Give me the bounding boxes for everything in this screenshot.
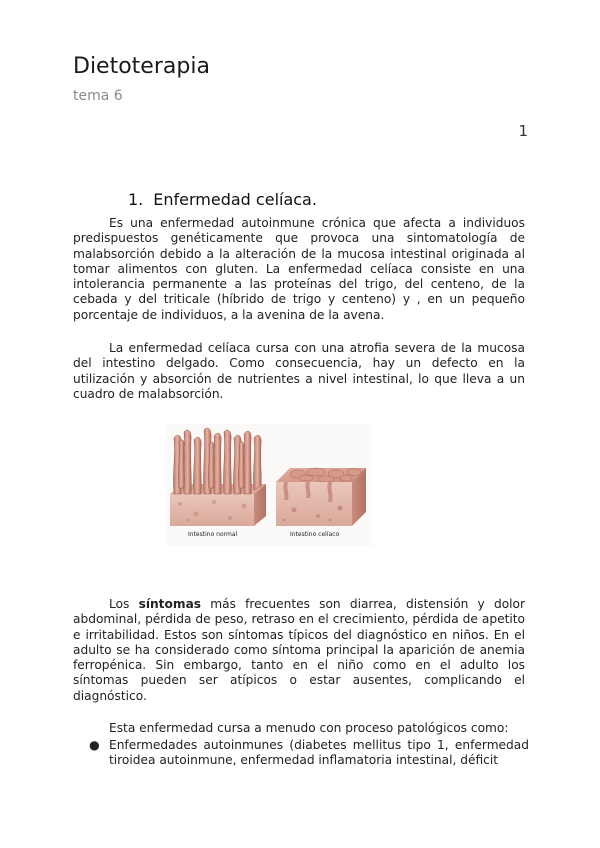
associated-conditions-list — [73, 738, 529, 769]
celiac-intestine-block — [276, 468, 366, 526]
paragraph-definition-text: Es una enfermedad autoinmune crónica que afecta a individuos predispuestos genéticamente que provoca una sintomatología de malabsorción debido a la alteración de la mucosa intestinal originada al tomar alimentos con gluten. La enfermedad celíaca consiste en una intolerancia permanente a las proteínas del trigo, del centeno, de la cebada y del triticale (híbrido de trigo y centeno) y , en un pequeño porcentaje de individuos, a la avenina de la avena. — [73, 216, 525, 322]
paragraph-symptoms-intro: Los — [109, 597, 139, 611]
list-item-text: Enfermedades autoinmunes (diabetes mellitus tipo 1, enfermedad tiroidea autoinmune, enfermedad inflamatoria intestinal, déficit — [109, 738, 529, 768]
paragraph-symptoms — [73, 597, 525, 704]
caption-celiac-intestine: Intestino celíaco — [290, 531, 340, 538]
paragraph-atrophy-text: La enfermedad celíaca cursa con una atrofia severa de la mucosa del intestino delgado. Como consecuencia, hay un defecto en la utilización y absorción de nutrientes a nivel intestinal, lo que lleva a un cuadro de malabsorción. — [73, 341, 525, 401]
section-title: Enfermedad celíaca. — [153, 190, 317, 209]
section-number: 1. — [128, 190, 144, 209]
page-number: 1 — [518, 122, 528, 140]
symptoms-keyword: síntomas — [138, 597, 202, 611]
paragraph-associated — [73, 721, 525, 736]
paragraph-symptoms-text: más frecuentes son diarrea, distensión y dolor abdominal, pérdida de peso, retraso en el crecimiento, pérdida de apetito e irritabilidad. Estos son síntomas típicos del diagnóstico en niños. En el adulto se ha considerado como síntoma principal la aparición de anemia ferropénica. Sin embargo, tanto en el niño como en el adulto los síntomas pueden ser atípicos o estar ausentes, complicando el diagnóstico. — [73, 597, 526, 703]
list-item — [73, 738, 529, 769]
document-title: Dietoterapia — [73, 54, 210, 79]
intestine-illustration — [166, 424, 372, 546]
caption-normal-intestine: Intestino normal — [188, 531, 238, 538]
normal-intestine-block — [170, 428, 266, 526]
paragraph-definition — [73, 216, 525, 323]
paragraph-atrophy — [73, 341, 525, 402]
intestine-drawing — [166, 424, 372, 546]
document-subtitle: tema 6 — [73, 88, 123, 104]
section-heading — [128, 190, 317, 209]
paragraph-associated-text: Esta enfermedad cursa a menudo con proceso patológicos como: — [109, 721, 509, 735]
bullet-icon: ● — [89, 738, 100, 752]
